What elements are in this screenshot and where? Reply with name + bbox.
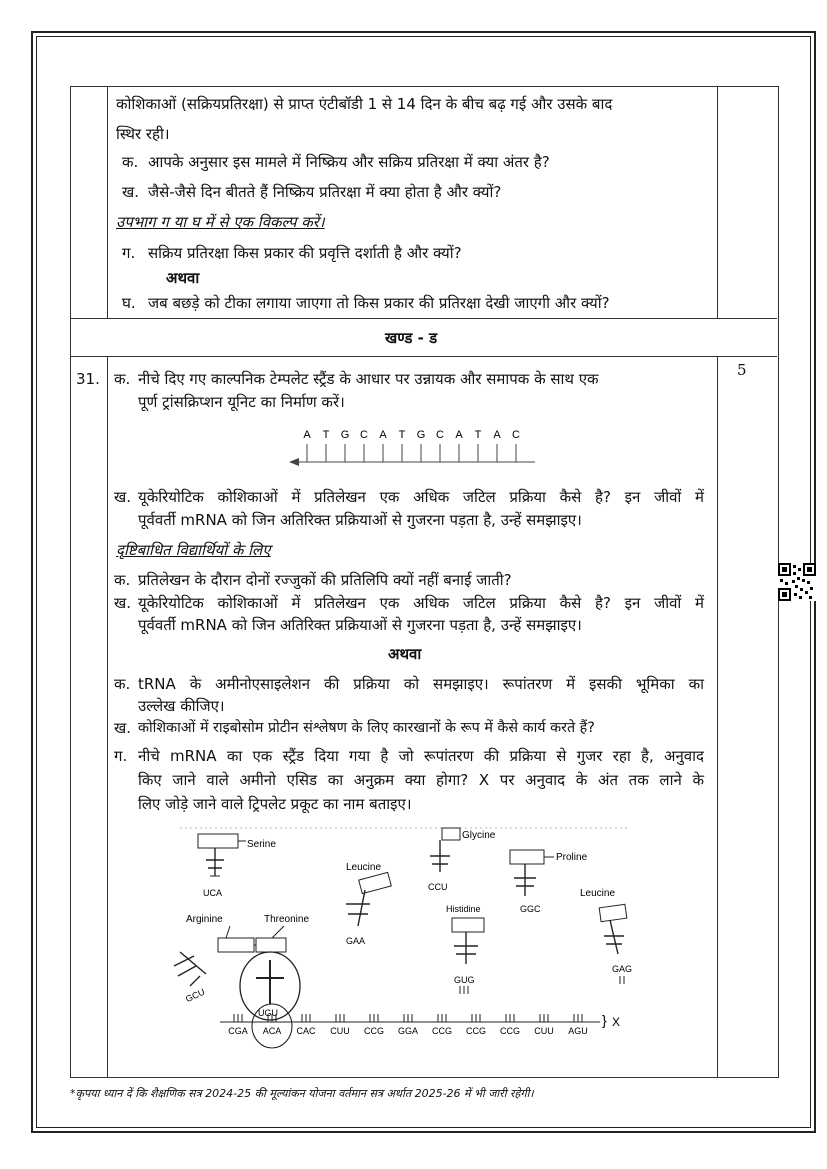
question-label: ग.	[114, 747, 128, 765]
mrna-codon: CUU	[330, 1026, 350, 1036]
mrna-codon: AGU	[568, 1026, 588, 1036]
anticodon-label: GGC	[520, 904, 541, 914]
table-col-divider	[107, 356, 108, 1077]
translation-diagram	[160, 826, 640, 1058]
qr-code-icon	[778, 563, 816, 601]
choice-instruction: उपभाग ग या घ में से एक विकल्प करें।	[116, 213, 325, 231]
mrna-codon: CCG	[364, 1026, 384, 1036]
question-label: ख.	[122, 183, 140, 201]
mrna-codon: CUU	[534, 1026, 554, 1036]
anticodon-label: CCU	[428, 882, 448, 892]
trna-proline	[510, 850, 588, 914]
question-text: सक्रिय प्रतिरक्षा किस प्रकार की प्रवृत्ति दर्शाती है और क्यों?	[148, 244, 462, 262]
footnote: *कृपया ध्यान दें कि शैक्षणिक सत्र 2024-25 की मूल्यांकन योजना वर्तमान सत्र अर्थात 2025-26 में भी जारी रहेगी।	[70, 1087, 534, 1100]
strand-base: A	[455, 429, 463, 441]
continued-text-line: कोशिकाओं (सक्रियप्रतिरक्षा) से प्राप्त एंटीबॉडी 1 से 14 दिन के बीच बढ़ गई और उसके बाद	[116, 95, 613, 113]
amino-acid-label: Histidine	[446, 904, 481, 914]
svg-text:}: }	[602, 1012, 607, 1028]
strand-base: T	[474, 429, 482, 441]
question-label: ख.	[114, 719, 132, 737]
trna-leucine-gaa	[346, 862, 391, 946]
question-label: ख.	[114, 594, 132, 612]
strand-base: C	[436, 429, 444, 441]
amino-acid-label: Proline	[556, 852, 588, 863]
question-label: क.	[114, 675, 131, 693]
anticodon-label: UGU	[258, 1008, 278, 1018]
strand-base: A	[303, 429, 311, 441]
vi-heading: दृष्टिबाधित विद्यार्थियों के लिए	[116, 541, 271, 559]
question-text: किए जाने वाले अमीनो एसिड का अनुक्रम क्या होगा? X पर अनुवाद के अंत तक लाने के	[138, 771, 704, 789]
question-label: ग.	[122, 244, 136, 262]
amino-acid-label: Leucine	[580, 888, 616, 899]
or-separator: अथवा	[388, 645, 422, 663]
trna-glycine	[428, 828, 496, 892]
trna-arginine-free	[174, 952, 206, 1004]
strand-arrowhead	[289, 458, 299, 466]
mrna-codon: CCG	[432, 1026, 452, 1036]
or-separator: अथवा	[166, 269, 200, 287]
strand-base: T	[398, 429, 406, 441]
question-number: 31.	[76, 370, 100, 388]
question-text: यूकेरियोटिक कोशिकाओं में प्रतिलेखन एक अधिक जटिल प्रक्रिया कैसे है? इन जीवों में	[138, 488, 704, 506]
question-label: क.	[114, 571, 131, 589]
strand-base: G	[416, 429, 426, 441]
anticodon-label: GUG	[454, 975, 475, 985]
template-strand-diagram	[285, 426, 545, 472]
end-marker-x: X	[612, 1015, 621, 1029]
amino-acid-label: Arginine	[186, 914, 223, 925]
question-text: आपके अनुसार इस मामले में निष्क्रिय और सक्रिय प्रतिरक्षा में क्या अंतर है?	[148, 153, 550, 171]
amino-acid-label: Serine	[247, 839, 276, 850]
mrna-codon: GGA	[397, 1026, 419, 1036]
strand-base: A	[493, 429, 501, 441]
question-text: उल्लेख कीजिए।	[138, 697, 225, 715]
question-text: नीचे दिए गए काल्पनिक टेम्पलेट स्ट्रैंड के आधार पर उन्नायक और समापक के साथ एक	[138, 370, 599, 388]
amino-acid-label: Threonine	[264, 914, 310, 925]
anticodon-label: GAG	[612, 964, 633, 974]
question-text: tRNA के अमीनोएसाइलेशन की प्रक्रिया को समझाइए। रूपांतरण में इसकी भूमिका का	[138, 675, 704, 693]
mrna-codon: CCG	[500, 1026, 520, 1036]
question-text: प्रतिलेखन के दौरान दोनों रज्जुकों की प्रतिलिपि क्यों नहीं बनाई जाती?	[138, 571, 512, 589]
section-heading: खण्ड - ड	[385, 329, 438, 347]
question-label: ख.	[114, 488, 132, 506]
table-row-divider	[70, 356, 777, 357]
question-text: यूकेरियोटिक कोशिकाओं में प्रतिलेखन एक अधिक जटिल प्रक्रिया कैसे है? इन जीवों में	[138, 594, 704, 612]
threonine-box	[256, 938, 286, 952]
anticodon-label: GAA	[346, 936, 366, 946]
arginine-box	[218, 938, 254, 952]
question-text: जैसे-जैसे दिन बीतते हैं निष्क्रिय प्रतिरक्षा में क्या होता है और क्यों?	[148, 183, 502, 201]
anticodon-label: GCU	[184, 986, 207, 1005]
question-text: पूर्ववर्ती mRNA को जिन अतिरिक्त प्रक्रियाओं से गुजरना पड़ता है, उन्हें समझाइए।	[138, 616, 582, 634]
mrna-codon: CGA	[228, 1026, 248, 1036]
table-col-divider	[107, 86, 108, 318]
mrna-codon: CAC	[296, 1026, 316, 1036]
amino-acid-label: Leucine	[346, 862, 382, 873]
strand-base: T	[322, 429, 330, 441]
mrna-codon: ACA	[262, 1026, 282, 1036]
question-label: घ.	[122, 294, 136, 312]
continued-text-line: स्थिर रही।	[116, 125, 170, 143]
question-text: पूर्ण ट्रांसक्रिप्शन यूनिट का निर्माण करें।	[138, 393, 345, 411]
question-label: क.	[114, 370, 131, 388]
trna-histidine	[446, 904, 484, 994]
anticodon-label: UCA	[203, 888, 223, 898]
strand-base: C	[512, 429, 520, 441]
mrna-codon: CCG	[466, 1026, 486, 1036]
strand-base: A	[379, 429, 387, 441]
question-text: लिए जोड़े जाने वाले ट्रिपलेट प्रकूट का नाम बताइए।	[138, 795, 412, 813]
trna-leucine-gag	[580, 888, 632, 984]
question-label: क.	[122, 153, 139, 171]
question-marks: 5	[737, 361, 747, 379]
strand-base: G	[340, 429, 350, 441]
table-col-divider	[717, 86, 718, 318]
table-row-divider	[70, 318, 777, 319]
question-text: कोशिकाओं में राइबोसोम प्रोटीन संश्लेषण के लिए कारखानों के रूप में कैसे कार्य करते हैं?	[138, 720, 595, 736]
question-text: नीचे mRNA का एक स्ट्रैंड दिया गया है जो रूपांतरण की प्रक्रिया से गुजर रहा है, अनुवाद	[138, 747, 704, 765]
strand-base: C	[360, 429, 368, 441]
question-text: पूर्ववर्ती mRNA को जिन अतिरिक्त प्रक्रियाओं से गुजरना पड़ता है, उन्हें समझाइए।	[138, 511, 582, 529]
amino-acid-label: Glycine	[462, 830, 496, 841]
table-col-divider	[717, 356, 718, 1077]
question-text: जब बछड़े को टीका लगाया जाएगा तो किस प्रकार की प्रतिरक्षा देखी जाएगी और क्यों?	[148, 294, 610, 312]
trna-serine	[198, 834, 276, 898]
